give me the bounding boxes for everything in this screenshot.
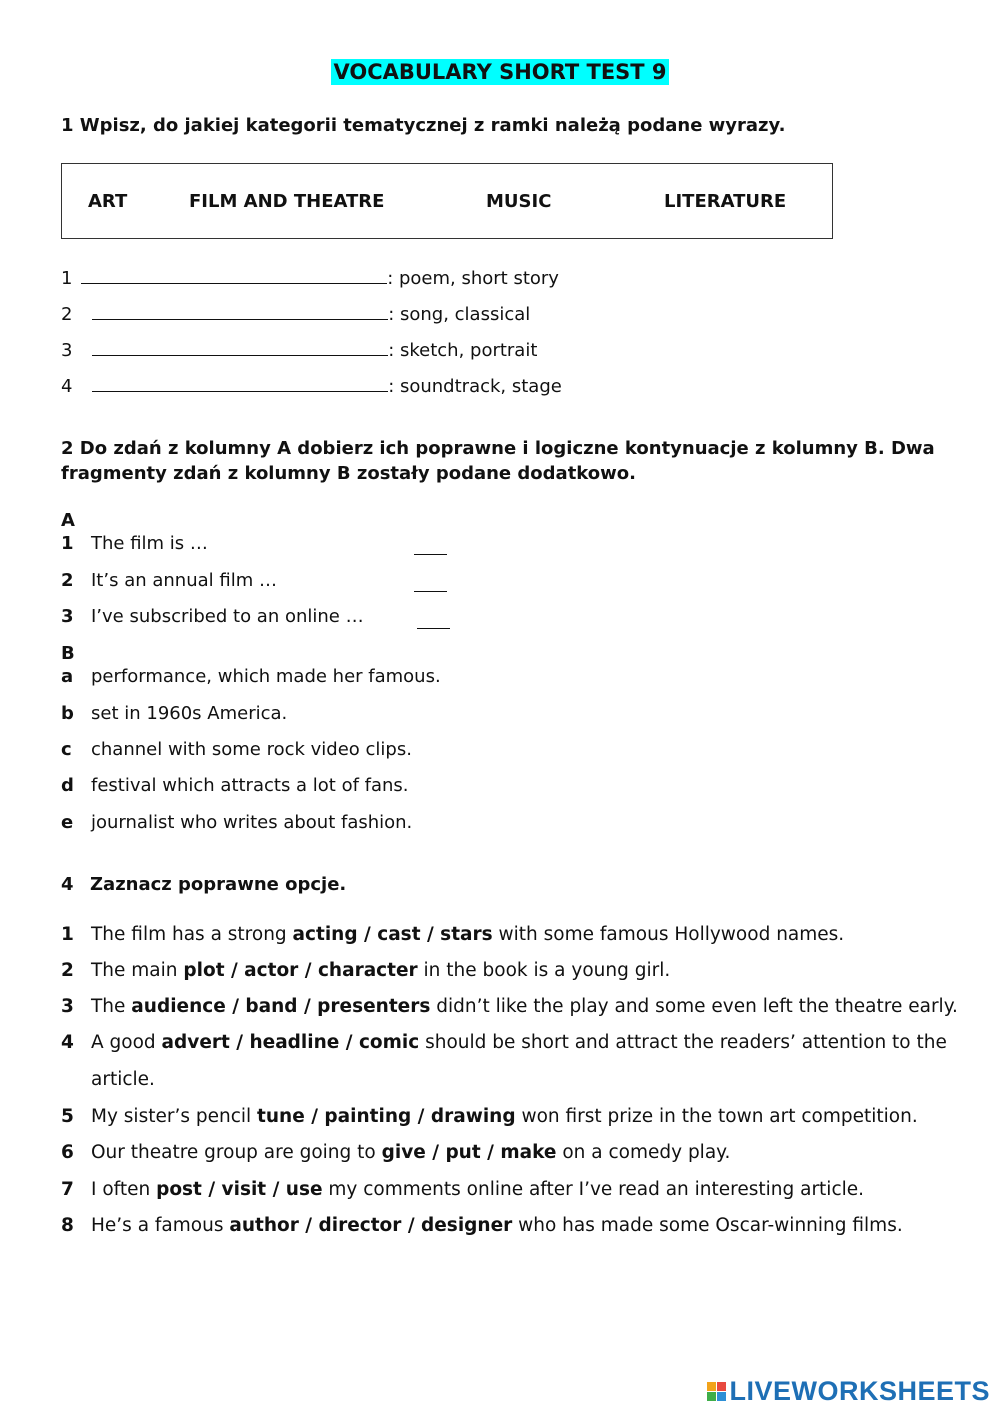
col-b-item-e: [61, 812, 561, 836]
logo-mark-icon: [707, 1382, 726, 1401]
col-a-item-3: [61, 606, 461, 630]
col-a-num: 2: [61, 570, 74, 591]
ex4-sentence-6: [61, 1142, 961, 1168]
col-a-num: 3: [61, 606, 74, 627]
answer-blank[interactable]: [92, 303, 388, 320]
worksheet-title: [0, 60, 1000, 84]
sentence-pre: My sister’s pencil: [91, 1106, 258, 1127]
col-b-letter: d: [61, 775, 74, 796]
col-b-item-d: [61, 775, 561, 799]
ex2-instruction-line1: 2 Do zdań z kolumny A dobierz ich poprawne i logiczne kontynuacje z kolumny B. Dwa: [61, 438, 935, 459]
ex1-item-words: : song, classical: [388, 304, 531, 325]
sentence-post: my comments online after I’ve read an interesting article.: [322, 1179, 865, 1200]
col-b-item-b: [61, 703, 561, 727]
sentence-post: with some famous Hollywood names.: [492, 924, 845, 945]
col-b-text: festival which attracts a lot of fans.: [91, 775, 409, 796]
col-b-text: journalist who writes about fashion.: [91, 812, 413, 833]
sentence-options[interactable]: give / put / make: [381, 1142, 557, 1163]
sentence-num: 7: [61, 1179, 74, 1200]
col-b-item-a: [61, 666, 561, 690]
sentence-pre: The: [91, 996, 132, 1017]
ex4-sentence-4: [61, 1032, 961, 1058]
col-a-text: The film is …: [91, 533, 208, 554]
ex4-sentence-8: [61, 1215, 961, 1241]
col-a-num: 1: [61, 533, 74, 554]
ex4-heading: [61, 874, 347, 895]
ex4-sentence-1: [61, 924, 961, 950]
col-b-letter: e: [61, 812, 74, 833]
match-blank-2[interactable]: [414, 590, 447, 592]
sentence-pre: I often: [91, 1179, 157, 1200]
category-literature: LITERATURE: [664, 191, 787, 212]
col-b-item-c: [61, 739, 561, 763]
sentence-num: 1: [61, 924, 74, 945]
sentence-num: 2: [61, 960, 74, 981]
col-a-item-2: [61, 570, 461, 594]
sentence-options[interactable]: advert / headline / comic: [161, 1032, 420, 1053]
ex1-item-2: [61, 303, 530, 325]
sentence-pre: The main: [91, 960, 184, 981]
col-a-text: It’s an annual film …: [91, 570, 277, 591]
ex1-instruction: 1 Wpisz, do jakiej kategorii tematycznej z ramki należą podane wyrazy.: [61, 115, 786, 136]
sentence-options[interactable]: tune / painting / drawing: [257, 1106, 516, 1127]
sentence-options[interactable]: plot / actor / character: [183, 960, 418, 981]
sentence-options[interactable]: audience / band / presenters: [131, 996, 431, 1017]
ex2-instruction-line2: fragmenty zdań z kolumny B zostały podane dodatkowo.: [61, 463, 636, 484]
ex1-item-num: 2: [61, 304, 73, 325]
answer-blank[interactable]: [92, 339, 388, 356]
ex1-item-words: : poem, short story: [387, 268, 559, 289]
col-b-text: performance, which made her famous.: [91, 666, 441, 687]
match-blank-3[interactable]: [417, 627, 450, 629]
sentence-post: on a comedy play.: [556, 1142, 731, 1163]
title-text: VOCABULARY SHORT TEST 9: [333, 60, 667, 84]
sentence-options[interactable]: author / director / designer: [229, 1215, 513, 1236]
sentence-post: didn’t like the play and some even left the theatre early.: [430, 996, 958, 1017]
col-b-letter: a: [61, 666, 74, 687]
ex4-sentence-5: [61, 1106, 961, 1132]
category-film-theatre: FILM AND THEATRE: [189, 191, 385, 212]
sentence-num: 5: [61, 1106, 74, 1127]
logo-text: LIVEWORKSHEETS: [729, 1376, 990, 1406]
sentence-num: 8: [61, 1215, 74, 1236]
col-b-letter: c: [61, 739, 72, 760]
category-art: ART: [88, 191, 128, 212]
column-a-label: A: [61, 510, 75, 531]
ex4-instruction: Zaznacz poprawne opcje.: [90, 874, 347, 895]
sentence-pre: The film has a strong: [91, 924, 293, 945]
answer-blank[interactable]: [92, 375, 388, 392]
col-b-letter: b: [61, 703, 74, 724]
sentence-post: who has made some Oscar-winning films.: [512, 1215, 903, 1236]
sentence-num: 6: [61, 1142, 74, 1163]
ex1-item-3: [61, 339, 537, 361]
ex4-sentence-2: [61, 960, 961, 986]
sentence-post: in the book is a young girl.: [417, 960, 671, 981]
ex1-item-num: 4: [61, 376, 73, 397]
ex4-sentence-3: [61, 996, 961, 1022]
match-blank-1[interactable]: [414, 553, 447, 555]
sentence-pre: A good: [91, 1032, 162, 1053]
category-box: [61, 163, 833, 239]
ex4-sentence-4-continued: article.: [91, 1069, 155, 1090]
sentence-pre: Our theatre group are going to: [91, 1142, 382, 1163]
sentence-options[interactable]: acting / cast / stars: [292, 924, 493, 945]
column-b-label: B: [61, 643, 75, 664]
ex4-number: 4: [61, 874, 74, 895]
sentence-num: 4: [61, 1032, 74, 1053]
liveworksheets-logo: [707, 1376, 990, 1407]
ex4-sentence-7: [61, 1179, 961, 1205]
sentence-options[interactable]: post / visit / use: [156, 1179, 323, 1200]
answer-blank[interactable]: [81, 267, 387, 284]
ex1-item-words: : soundtrack, stage: [388, 376, 562, 397]
col-b-text: set in 1960s America.: [91, 703, 288, 724]
col-a-text: I’ve subscribed to an online …: [91, 606, 364, 627]
category-music: MUSIC: [486, 191, 552, 212]
col-a-item-1: [61, 533, 461, 557]
col-b-text: channel with some rock video clips.: [91, 739, 412, 760]
ex1-item-num: 3: [61, 340, 73, 361]
ex1-item-num: 1: [61, 268, 73, 289]
sentence-post: won first prize in the town art competition.: [515, 1106, 918, 1127]
ex1-item-words: : sketch, portrait: [388, 340, 538, 361]
sentence-num: 3: [61, 996, 74, 1017]
sentence-post: should be short and attract the readers’ attention to the: [419, 1032, 947, 1053]
ex1-item-1: [61, 267, 559, 289]
sentence-pre: He’s a famous: [91, 1215, 230, 1236]
ex1-item-4: [61, 375, 562, 397]
